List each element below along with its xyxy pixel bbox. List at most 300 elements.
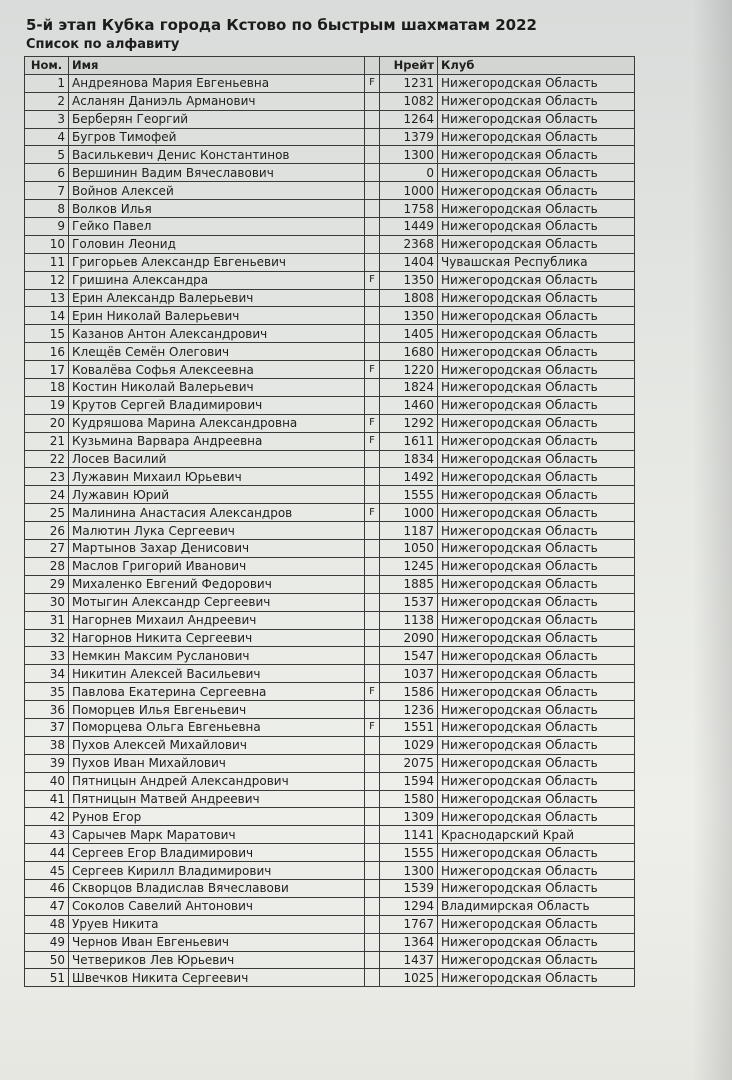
table-row xyxy=(25,665,635,683)
table-row xyxy=(25,897,635,915)
cell-number: 8 xyxy=(25,200,69,218)
cell-name: Ерин Николай Валерьевич xyxy=(69,307,365,325)
cell-flag xyxy=(365,969,380,987)
cell-rating: 1245 xyxy=(380,557,438,575)
table-row xyxy=(25,146,635,164)
cell-flag xyxy=(365,128,380,146)
table-row xyxy=(25,701,635,719)
cell-number: 37 xyxy=(25,718,69,736)
cell-club: Нижегородская Область xyxy=(438,92,635,110)
cell-flag: F xyxy=(365,718,380,736)
cell-number: 16 xyxy=(25,343,69,361)
cell-name: Малинина Анастасия Александров xyxy=(69,504,365,522)
cell-number: 31 xyxy=(25,611,69,629)
cell-number: 49 xyxy=(25,933,69,951)
cell-name: Уруев Никита xyxy=(69,915,365,933)
cell-name: Пухов Алексей Михайлович xyxy=(69,736,365,754)
cell-number: 4 xyxy=(25,128,69,146)
cell-rating: 1350 xyxy=(380,271,438,289)
table-row xyxy=(25,110,635,128)
cell-name: Швечков Никита Сергеевич xyxy=(69,969,365,987)
cell-rating: 1758 xyxy=(380,200,438,218)
cell-flag xyxy=(365,593,380,611)
cell-flag: F xyxy=(365,361,380,379)
cell-flag: F xyxy=(365,414,380,432)
cell-name: Михаленко Евгений Федорович xyxy=(69,575,365,593)
table-row xyxy=(25,271,635,289)
table-row xyxy=(25,647,635,665)
cell-number: 42 xyxy=(25,808,69,826)
table-row xyxy=(25,361,635,379)
table-row xyxy=(25,379,635,397)
cell-rating: 1350 xyxy=(380,307,438,325)
cell-number: 24 xyxy=(25,486,69,504)
cell-flag xyxy=(365,468,380,486)
cell-number: 26 xyxy=(25,522,69,540)
cell-name: Сергеев Кирилл Владимирович xyxy=(69,862,365,880)
cell-rating: 1437 xyxy=(380,951,438,969)
cell-name: Головин Леонид xyxy=(69,235,365,253)
cell-flag xyxy=(365,647,380,665)
cell-flag xyxy=(365,343,380,361)
cell-name: Сарычев Марк Маратович xyxy=(69,826,365,844)
cell-number: 46 xyxy=(25,879,69,897)
cell-club: Нижегородская Область xyxy=(438,522,635,540)
header-number: Ном. xyxy=(25,57,69,75)
players-table xyxy=(24,56,635,987)
cell-name: Поморцев Илья Евгеньевич xyxy=(69,701,365,719)
cell-flag: F xyxy=(365,683,380,701)
cell-rating: 1808 xyxy=(380,289,438,307)
cell-flag xyxy=(365,289,380,307)
cell-club: Нижегородская Область xyxy=(438,146,635,164)
table-row xyxy=(25,844,635,862)
table-row xyxy=(25,772,635,790)
cell-name: Малютин Лука Сергеевич xyxy=(69,522,365,540)
cell-name: Павлова Екатерина Сергеевна xyxy=(69,683,365,701)
cell-club: Нижегородская Область xyxy=(438,879,635,897)
cell-club: Нижегородская Область xyxy=(438,808,635,826)
cell-rating: 1551 xyxy=(380,718,438,736)
cell-number: 28 xyxy=(25,557,69,575)
table-row xyxy=(25,754,635,772)
cell-club: Нижегородская Область xyxy=(438,915,635,933)
cell-club: Нижегородская Область xyxy=(438,343,635,361)
cell-club: Нижегородская Область xyxy=(438,164,635,182)
cell-rating: 1300 xyxy=(380,146,438,164)
cell-number: 27 xyxy=(25,540,69,558)
cell-club: Нижегородская Область xyxy=(438,414,635,432)
cell-club: Нижегородская Область xyxy=(438,844,635,862)
cell-number: 38 xyxy=(25,736,69,754)
table-row xyxy=(25,253,635,271)
table-row xyxy=(25,289,635,307)
cell-rating: 1236 xyxy=(380,701,438,719)
cell-club: Нижегородская Область xyxy=(438,575,635,593)
cell-rating: 1885 xyxy=(380,575,438,593)
cell-name: Кузьмина Варвара Андреевна xyxy=(69,432,365,450)
table-row xyxy=(25,718,635,736)
cell-club: Нижегородская Область xyxy=(438,379,635,397)
cell-rating: 1300 xyxy=(380,862,438,880)
cell-number: 30 xyxy=(25,593,69,611)
table-row xyxy=(25,414,635,432)
cell-rating: 1767 xyxy=(380,915,438,933)
cell-number: 13 xyxy=(25,289,69,307)
table-row xyxy=(25,879,635,897)
cell-name: Мартынов Захар Денисович xyxy=(69,540,365,558)
cell-club: Чувашская Республика xyxy=(438,253,635,271)
cell-rating: 1834 xyxy=(380,450,438,468)
cell-flag xyxy=(365,951,380,969)
header-club: Клуб xyxy=(438,57,635,75)
cell-name: Лужавин Юрий xyxy=(69,486,365,504)
cell-rating: 2075 xyxy=(380,754,438,772)
cell-flag xyxy=(365,307,380,325)
cell-number: 33 xyxy=(25,647,69,665)
cell-flag xyxy=(365,182,380,200)
table-row xyxy=(25,540,635,558)
cell-club: Нижегородская Область xyxy=(438,611,635,629)
cell-rating: 1082 xyxy=(380,92,438,110)
cell-number: 51 xyxy=(25,969,69,987)
table-row xyxy=(25,504,635,522)
cell-flag xyxy=(365,611,380,629)
cell-rating: 1586 xyxy=(380,683,438,701)
cell-name: Лужавин Михаил Юрьевич xyxy=(69,468,365,486)
cell-flag xyxy=(365,665,380,683)
cell-club: Нижегородская Область xyxy=(438,951,635,969)
cell-club: Нижегородская Область xyxy=(438,701,635,719)
cell-rating: 1460 xyxy=(380,396,438,414)
cell-number: 36 xyxy=(25,701,69,719)
cell-name: Пятницын Матвей Андреевич xyxy=(69,790,365,808)
table-row xyxy=(25,343,635,361)
cell-name: Крутов Сергей Владимирович xyxy=(69,396,365,414)
cell-number: 40 xyxy=(25,772,69,790)
table-row xyxy=(25,92,635,110)
cell-number: 2 xyxy=(25,92,69,110)
cell-number: 34 xyxy=(25,665,69,683)
cell-number: 48 xyxy=(25,915,69,933)
table-row xyxy=(25,790,635,808)
cell-club: Нижегородская Область xyxy=(438,790,635,808)
cell-club: Нижегородская Область xyxy=(438,200,635,218)
cell-number: 20 xyxy=(25,414,69,432)
cell-club: Нижегородская Область xyxy=(438,665,635,683)
cell-club: Нижегородская Область xyxy=(438,683,635,701)
cell-number: 14 xyxy=(25,307,69,325)
cell-name: Кудряшова Марина Александровна xyxy=(69,414,365,432)
cell-flag xyxy=(365,218,380,236)
cell-club: Нижегородская Область xyxy=(438,772,635,790)
cell-rating: 1050 xyxy=(380,540,438,558)
cell-rating: 1537 xyxy=(380,593,438,611)
cell-rating: 1000 xyxy=(380,504,438,522)
cell-number: 29 xyxy=(25,575,69,593)
table-row xyxy=(25,468,635,486)
cell-flag xyxy=(365,629,380,647)
cell-flag xyxy=(365,325,380,343)
cell-flag xyxy=(365,575,380,593)
cell-rating: 1187 xyxy=(380,522,438,540)
cell-flag xyxy=(365,897,380,915)
cell-name: Василькевич Денис Константинов xyxy=(69,146,365,164)
cell-club: Нижегородская Область xyxy=(438,736,635,754)
table-row xyxy=(25,736,635,754)
cell-number: 15 xyxy=(25,325,69,343)
cell-club: Нижегородская Область xyxy=(438,110,635,128)
table-row xyxy=(25,522,635,540)
cell-club: Нижегородская Область xyxy=(438,432,635,450)
cell-flag xyxy=(365,736,380,754)
cell-name: Андреянова Мария Евгеньевна xyxy=(69,74,365,92)
cell-rating: 1404 xyxy=(380,253,438,271)
table-row xyxy=(25,450,635,468)
cell-number: 11 xyxy=(25,253,69,271)
table-row xyxy=(25,432,635,450)
table-row xyxy=(25,593,635,611)
cell-flag xyxy=(365,522,380,540)
cell-name: Григорьев Александр Евгеньевич xyxy=(69,253,365,271)
cell-club: Краснодарский Край xyxy=(438,826,635,844)
cell-rating: 1220 xyxy=(380,361,438,379)
cell-club: Нижегородская Область xyxy=(438,396,635,414)
cell-name: Берберян Георгий xyxy=(69,110,365,128)
cell-name: Волков Илья xyxy=(69,200,365,218)
cell-number: 1 xyxy=(25,74,69,92)
cell-name: Пятницын Андрей Александрович xyxy=(69,772,365,790)
cell-name: Лосев Василий xyxy=(69,450,365,468)
cell-number: 43 xyxy=(25,826,69,844)
cell-number: 47 xyxy=(25,897,69,915)
cell-number: 17 xyxy=(25,361,69,379)
cell-rating: 1141 xyxy=(380,826,438,844)
cell-flag xyxy=(365,200,380,218)
cell-flag xyxy=(365,844,380,862)
cell-flag xyxy=(365,450,380,468)
cell-name: Клещёв Семён Олегович xyxy=(69,343,365,361)
cell-club: Нижегородская Область xyxy=(438,468,635,486)
table-row xyxy=(25,325,635,343)
cell-name: Гейко Павел xyxy=(69,218,365,236)
cell-club: Нижегородская Область xyxy=(438,629,635,647)
cell-rating: 1000 xyxy=(380,182,438,200)
table-row xyxy=(25,969,635,987)
cell-flag xyxy=(365,110,380,128)
cell-rating: 1539 xyxy=(380,879,438,897)
cell-club: Нижегородская Область xyxy=(438,593,635,611)
cell-number: 25 xyxy=(25,504,69,522)
cell-number: 6 xyxy=(25,164,69,182)
table-row xyxy=(25,307,635,325)
cell-club: Нижегородская Область xyxy=(438,218,635,236)
cell-number: 45 xyxy=(25,862,69,880)
cell-number: 7 xyxy=(25,182,69,200)
cell-rating: 2368 xyxy=(380,235,438,253)
cell-number: 19 xyxy=(25,396,69,414)
cell-club: Нижегородская Область xyxy=(438,361,635,379)
document-subtitle: Список по алфавиту xyxy=(26,37,180,52)
cell-name: Четвериков Лев Юрьевич xyxy=(69,951,365,969)
cell-rating: 1025 xyxy=(380,969,438,987)
cell-rating: 1264 xyxy=(380,110,438,128)
cell-name: Маслов Григорий Иванович xyxy=(69,557,365,575)
cell-name: Нагорнов Никита Сергеевич xyxy=(69,629,365,647)
cell-rating: 1555 xyxy=(380,844,438,862)
cell-name: Войнов Алексей xyxy=(69,182,365,200)
cell-club: Нижегородская Область xyxy=(438,271,635,289)
table-header-row xyxy=(25,57,635,75)
cell-club: Нижегородская Область xyxy=(438,933,635,951)
cell-rating: 1492 xyxy=(380,468,438,486)
cell-name: Мотыгин Александр Сергеевич xyxy=(69,593,365,611)
table-row xyxy=(25,683,635,701)
cell-rating: 1138 xyxy=(380,611,438,629)
page-edge-shadow xyxy=(692,0,732,1080)
cell-number: 32 xyxy=(25,629,69,647)
cell-flag xyxy=(365,826,380,844)
cell-number: 22 xyxy=(25,450,69,468)
cell-club: Нижегородская Область xyxy=(438,718,635,736)
cell-flag xyxy=(365,235,380,253)
cell-club: Нижегородская Область xyxy=(438,862,635,880)
cell-rating: 1824 xyxy=(380,379,438,397)
cell-rating: 2090 xyxy=(380,629,438,647)
cell-club: Владимирская Область xyxy=(438,897,635,915)
cell-club: Нижегородская Область xyxy=(438,235,635,253)
table-row xyxy=(25,218,635,236)
cell-flag xyxy=(365,146,380,164)
cell-rating: 1379 xyxy=(380,128,438,146)
cell-number: 18 xyxy=(25,379,69,397)
table-row xyxy=(25,164,635,182)
table-row xyxy=(25,808,635,826)
cell-flag xyxy=(365,933,380,951)
cell-rating: 1294 xyxy=(380,897,438,915)
cell-flag: F xyxy=(365,432,380,450)
cell-number: 10 xyxy=(25,235,69,253)
cell-flag xyxy=(365,808,380,826)
table-row xyxy=(25,200,635,218)
cell-rating: 1547 xyxy=(380,647,438,665)
cell-club: Нижегородская Область xyxy=(438,754,635,772)
cell-name: Бугров Тимофей xyxy=(69,128,365,146)
cell-club: Нижегородская Область xyxy=(438,504,635,522)
cell-club: Нижегородская Область xyxy=(438,289,635,307)
cell-number: 5 xyxy=(25,146,69,164)
cell-rating: 1594 xyxy=(380,772,438,790)
table-row xyxy=(25,396,635,414)
table-row xyxy=(25,915,635,933)
cell-rating: 1364 xyxy=(380,933,438,951)
players-table-body xyxy=(25,74,635,986)
table-row xyxy=(25,951,635,969)
cell-name: Немкин Максим Русланович xyxy=(69,647,365,665)
cell-flag xyxy=(365,915,380,933)
cell-number: 41 xyxy=(25,790,69,808)
table-row xyxy=(25,486,635,504)
cell-flag xyxy=(365,253,380,271)
cell-name: Пухов Иван Михайлович xyxy=(69,754,365,772)
cell-flag xyxy=(365,557,380,575)
cell-rating: 1292 xyxy=(380,414,438,432)
cell-club: Нижегородская Область xyxy=(438,182,635,200)
cell-flag xyxy=(365,862,380,880)
cell-rating: 1611 xyxy=(380,432,438,450)
cell-name: Костин Николай Валерьевич xyxy=(69,379,365,397)
cell-flag xyxy=(365,164,380,182)
cell-rating: 1449 xyxy=(380,218,438,236)
cell-club: Нижегородская Область xyxy=(438,557,635,575)
cell-number: 23 xyxy=(25,468,69,486)
table-row xyxy=(25,74,635,92)
cell-number: 3 xyxy=(25,110,69,128)
header-flag xyxy=(365,57,380,75)
cell-number: 12 xyxy=(25,271,69,289)
cell-flag xyxy=(365,754,380,772)
cell-name: Сергеев Егор Владимирович xyxy=(69,844,365,862)
cell-name: Гришина Александра xyxy=(69,271,365,289)
cell-club: Нижегородская Область xyxy=(438,450,635,468)
table-row xyxy=(25,826,635,844)
cell-club: Нижегородская Область xyxy=(438,128,635,146)
cell-flag: F xyxy=(365,504,380,522)
cell-name: Чернов Иван Евгеньевич xyxy=(69,933,365,951)
cell-flag xyxy=(365,379,380,397)
cell-name: Соколов Савелий Антонович xyxy=(69,897,365,915)
table-row xyxy=(25,611,635,629)
cell-club: Нижегородская Область xyxy=(438,325,635,343)
table-row xyxy=(25,128,635,146)
cell-club: Нижегородская Область xyxy=(438,307,635,325)
cell-club: Нижегородская Область xyxy=(438,74,635,92)
cell-name: Вершинин Вадим Вячеславович xyxy=(69,164,365,182)
cell-rating: 1680 xyxy=(380,343,438,361)
cell-name: Нагорнев Михаил Андреевич xyxy=(69,611,365,629)
cell-flag xyxy=(365,772,380,790)
cell-flag xyxy=(365,396,380,414)
cell-club: Нижегородская Область xyxy=(438,486,635,504)
cell-name: Ерин Александр Валерьевич xyxy=(69,289,365,307)
cell-flag xyxy=(365,701,380,719)
header-name: Имя xyxy=(69,57,365,75)
table-row xyxy=(25,182,635,200)
cell-flag xyxy=(365,790,380,808)
cell-name: Казанов Антон Александрович xyxy=(69,325,365,343)
cell-rating: 1029 xyxy=(380,736,438,754)
cell-name: Асланян Даниэль Арманович xyxy=(69,92,365,110)
cell-rating: 1231 xyxy=(380,74,438,92)
table-row xyxy=(25,933,635,951)
cell-flag xyxy=(365,486,380,504)
cell-flag: F xyxy=(365,271,380,289)
document-title: 5-й этап Кубка города Кстово по быстрым шахматам 2022 xyxy=(26,16,537,34)
cell-name: Поморцева Ольга Евгеньевна xyxy=(69,718,365,736)
cell-name: Ковалёва Софья Алексеевна xyxy=(69,361,365,379)
cell-flag xyxy=(365,879,380,897)
cell-number: 39 xyxy=(25,754,69,772)
cell-name: Никитин Алексей Васильевич xyxy=(69,665,365,683)
cell-rating: 1555 xyxy=(380,486,438,504)
cell-rating: 1037 xyxy=(380,665,438,683)
cell-number: 50 xyxy=(25,951,69,969)
cell-rating: 1309 xyxy=(380,808,438,826)
table-row xyxy=(25,629,635,647)
cell-number: 9 xyxy=(25,218,69,236)
cell-flag xyxy=(365,540,380,558)
cell-name: Рунов Егор xyxy=(69,808,365,826)
